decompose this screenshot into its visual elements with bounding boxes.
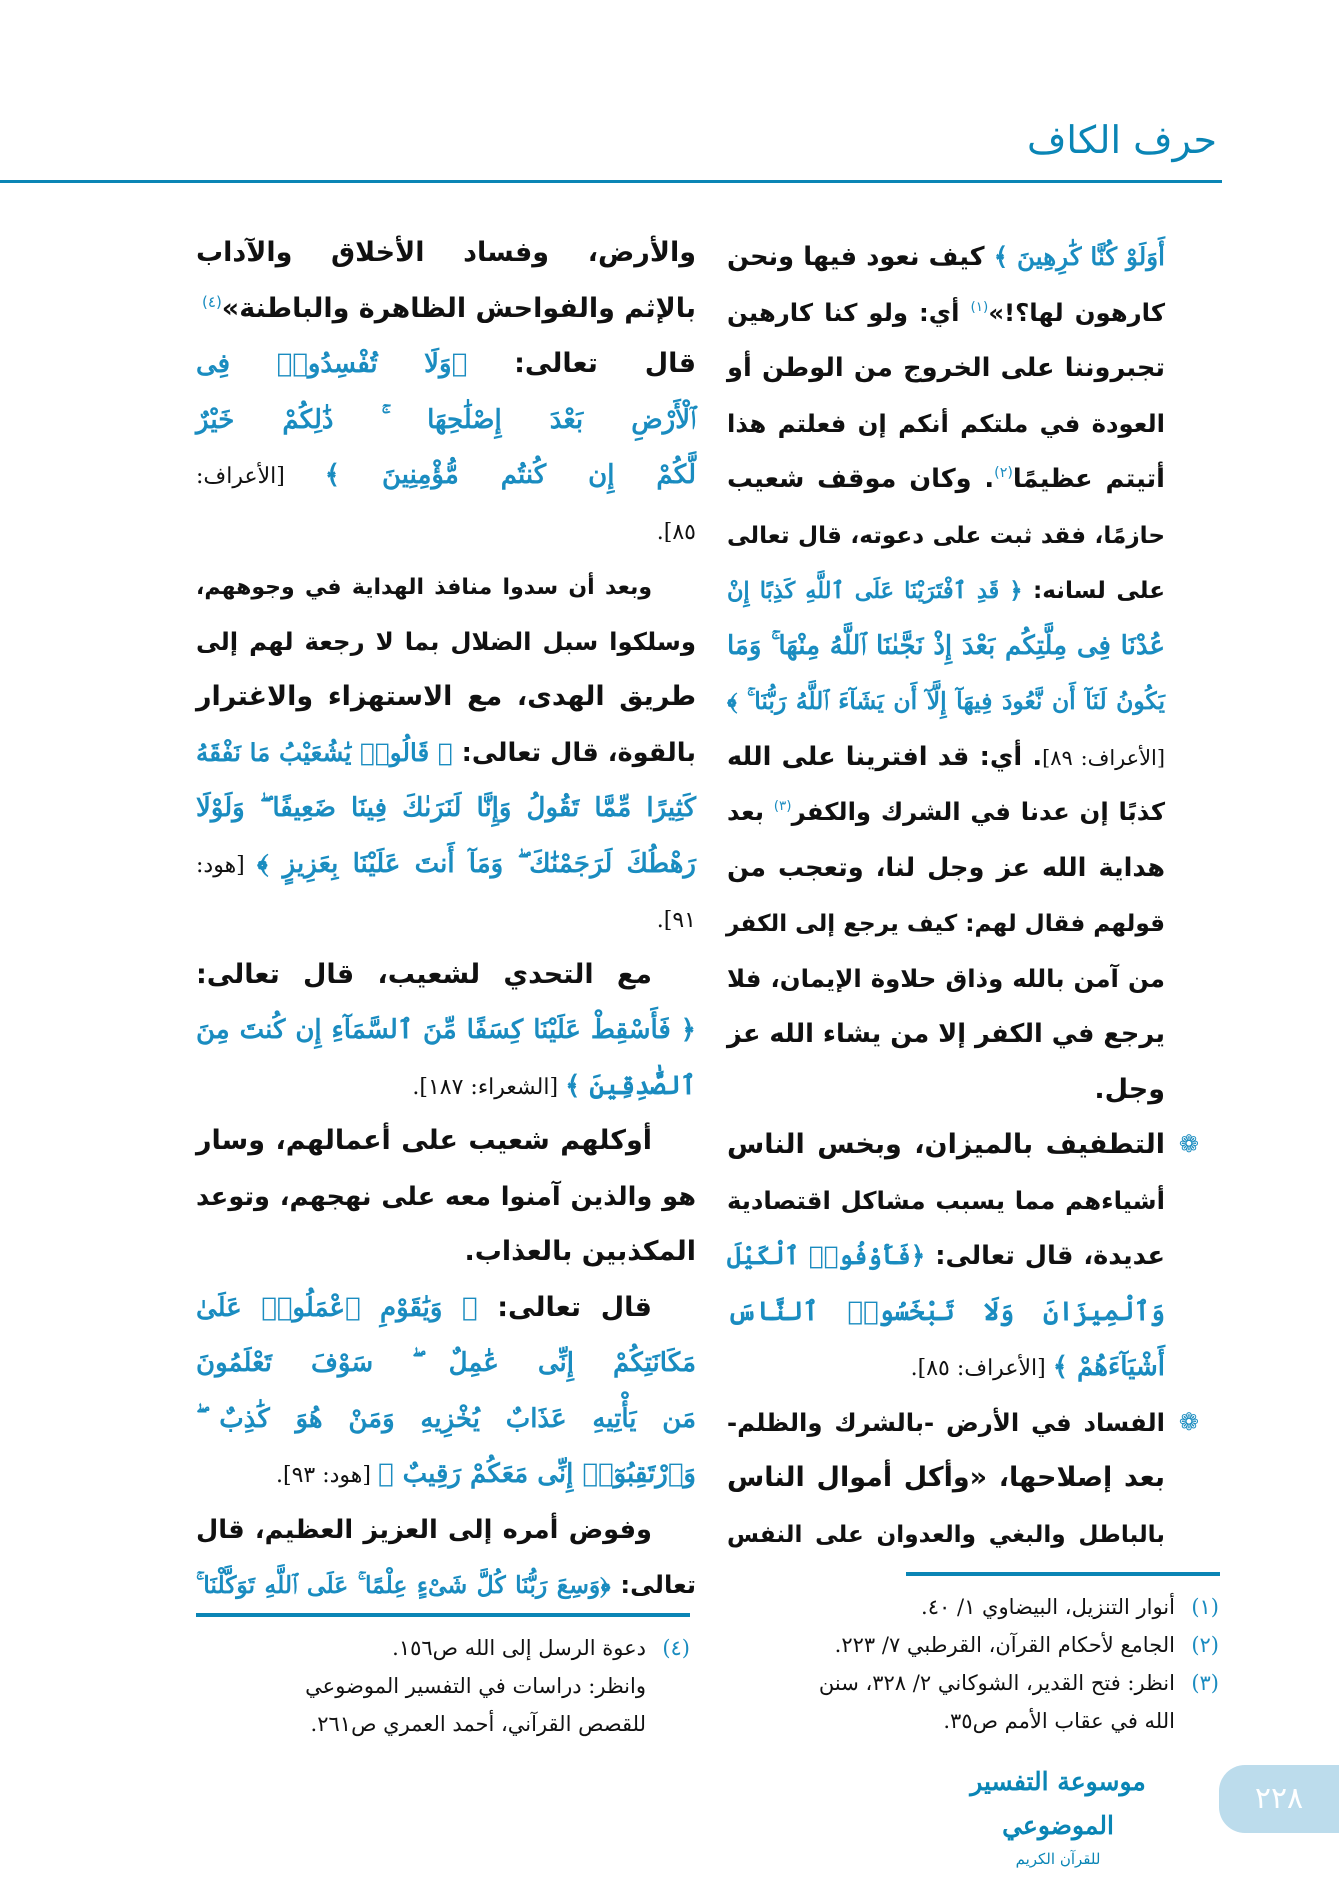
text-line xyxy=(727,1006,1165,1062)
text-line xyxy=(727,840,1165,896)
chapter-title: حرف الكاف xyxy=(1026,118,1217,162)
text-line xyxy=(727,562,1165,618)
body-text: الفساد في الأرض -بالشرك والظلم- xyxy=(727,1407,1165,1437)
text-line xyxy=(196,1280,696,1336)
body-text: أشياءهم مما يسبب مشاكل اقتصادية xyxy=(727,1185,1165,1215)
text-line xyxy=(196,669,696,725)
header-divider xyxy=(0,180,1222,183)
footnote-divider-right xyxy=(906,1572,1220,1576)
footnote-text: انظر: فتح القدير، الشوكاني ٢/ ٣٢٨، سنن xyxy=(818,1671,1175,1695)
quran-text: ﴿ وَيَٰقَوْمِ ٱعْمَلُوا۟ عَلَىٰ xyxy=(196,1292,478,1323)
text-line xyxy=(727,1506,1165,1562)
footnote xyxy=(196,1629,690,1667)
quran-text: ﴿ قَالُوا۟ يَٰشُعَيْبُ مَا نَفْقَهُ xyxy=(195,737,453,767)
text-line xyxy=(196,1391,696,1447)
text-line xyxy=(727,1117,1199,1173)
text-line xyxy=(727,729,1165,785)
body-text: طريق الهدى، مع الاستهزاء والاغترار xyxy=(196,681,696,712)
quran-text: كَثِيرًا مِّمَّا تَقُولُ وَإِنَّا لَنَرَىٰكَ فِينَا ضَعِيفًا ۖ وَلَوْلَا xyxy=(196,793,696,823)
text-line xyxy=(727,396,1165,452)
body-text: تعالى: xyxy=(610,1570,696,1599)
body-text: أتيتم عظيمًا xyxy=(1012,464,1165,494)
body-text: وجل. xyxy=(1094,1073,1165,1105)
verse-reference: [الشعراء: ١٨٧]. xyxy=(412,1074,566,1100)
body-text: وسلكوا سبل الضلال بما لا رجعة لهم إلى xyxy=(196,626,696,656)
footnote-number: (١) xyxy=(1191,1595,1219,1619)
text-line xyxy=(196,558,696,614)
text-line xyxy=(196,1557,696,1613)
text-line xyxy=(196,1446,696,1502)
quran-text: أَشْيَآءَهُمْ ﴾ xyxy=(1052,1352,1165,1382)
text-line xyxy=(196,1002,696,1058)
text-line xyxy=(196,614,696,670)
text-line xyxy=(196,281,696,337)
text-line xyxy=(196,336,696,392)
logo-title: موسوعة التفسير الموضوعي xyxy=(970,1767,1146,1840)
body-text: العودة في ملتكم أنكم إن فعلتم هذا xyxy=(727,408,1165,438)
quran-text: ﴿ قَدِ ٱفْتَرَيْنَا عَلَى ٱللَّهِ كَذِبًا إِنْ xyxy=(727,578,1023,604)
footnotes-left xyxy=(196,1629,690,1743)
text-line xyxy=(727,285,1165,341)
body-text: حازمًا، فقد ثبت على دعوته، قال تعالى xyxy=(727,522,1165,549)
verse-reference: [الأعراف: ٨٩] xyxy=(1042,745,1166,770)
text-line xyxy=(727,1228,1165,1284)
body-text: قال تعالى: xyxy=(477,1291,652,1323)
page-number: ٢٢٨ xyxy=(1219,1765,1339,1833)
text-line xyxy=(196,503,696,559)
body-text: التطفيف بالميزان، وبخس الناس xyxy=(727,1129,1165,1160)
verse-reference: [الأعراف: xyxy=(196,464,325,489)
text-line xyxy=(727,507,1165,563)
body-text: بالإثم والفواحش الظاهرة والباطنة» xyxy=(221,292,696,324)
quran-text: رَهْطُكَ لَرَجَمْنَٰكَ ۖ وَمَآ أَنتَ عَلَيْنَا بِعَزِيزٍ ﴾ xyxy=(256,848,696,879)
footnote-text: للقصص القرآني، أحمد العمري ص٢٦١. xyxy=(310,1712,646,1736)
footnote xyxy=(727,1626,1219,1664)
quran-text: عُدْنَا فِى مِلَّتِكُم بَعْدَ إِذْ نَجَّىٰنَا ٱللَّهُ مِنْهَا ۚ وَمَا xyxy=(727,630,1165,661)
body-text: وفوض أمره إلى العزيز العظيم، قال xyxy=(196,1514,652,1545)
body-text: عديدة، قال تعالى: xyxy=(925,1241,1166,1271)
footnote-marker[interactable]: (٤) xyxy=(202,292,222,311)
text-line xyxy=(727,1450,1165,1506)
quran-text: ٱلصَّٰدِقِينَ ﴾ xyxy=(565,1070,696,1101)
footnote-divider-left xyxy=(196,1613,690,1617)
footnote xyxy=(727,1702,1219,1740)
footnote-text: وانظر: دراسات في التفسير الموضوعي xyxy=(305,1674,646,1698)
quran-text: أَوَلَوْ كُنَّا كَٰرِهِينَ ﴾ xyxy=(993,242,1166,271)
body-text: تجبروننا على الخروج من الوطن أو xyxy=(727,353,1165,383)
body-text: أي: ولو كنا كارهين xyxy=(727,297,971,327)
quran-text: وَٱلْمِيزَانَ وَلَا تَبْخَسُوا۟ ٱلنَّاسَ xyxy=(727,1296,1165,1327)
body-text: . وكان موقف شعيب xyxy=(727,464,995,494)
footnote xyxy=(727,1588,1219,1626)
footnote xyxy=(196,1705,690,1743)
text-line xyxy=(727,1339,1165,1395)
body-text: هداية الله عز وجل لنا، وتعجب من xyxy=(727,852,1165,883)
footnote-marker[interactable]: (١) xyxy=(970,298,989,315)
text-line xyxy=(727,1062,1165,1118)
footnote-marker[interactable]: (٢) xyxy=(994,465,1013,481)
text-line xyxy=(727,229,1165,285)
footnote-number: (٣) xyxy=(1191,1671,1219,1695)
footnote-number: (٢) xyxy=(1191,1633,1219,1657)
text-line xyxy=(727,1395,1199,1451)
body-text: وبعد أن سدوا منافذ الهداية في وجوههم، xyxy=(196,575,652,600)
quran-text: ﴿وَسِعَ رَبُّنَا كُلَّ شَىْءٍ عِلْمًا ۚ عَلَى ٱللَّهِ تَوَكَّلْنَا ۚ xyxy=(196,1571,611,1599)
footnote-marker[interactable]: (٣) xyxy=(773,798,792,814)
flower-bullet-icon: ❁ xyxy=(1178,1407,1199,1436)
quran-text: مَكَانَتِكُمْ إِنِّى عَٰمِلٌ ۖ سَوْفَ تَعْلَمُونَ xyxy=(196,1348,696,1378)
footnote-text: دعوة الرسل إلى الله ص١٥٦. xyxy=(392,1636,646,1660)
footnotes-right xyxy=(727,1588,1219,1740)
body-text: بعد إصلاحها، «وأكل أموال الناس xyxy=(727,1462,1165,1493)
text-line xyxy=(196,947,696,1003)
text-line xyxy=(727,895,1165,951)
quran-text: مَن يَأْتِيهِ عَذَابٌ يُخْزِيهِ وَمَنْ هُوَ كَٰذِبٌ ۖ xyxy=(196,1403,696,1434)
body-text: قولهم فقال لهم: كيف يرجع إلى الكفر xyxy=(726,911,1165,937)
left-column xyxy=(196,225,696,1613)
text-line xyxy=(196,225,696,281)
text-line xyxy=(727,673,1165,729)
text-line xyxy=(196,1502,696,1558)
verse-reference: [هود: xyxy=(196,852,257,878)
body-text: على لسانه: xyxy=(1022,578,1165,604)
quran-text: يَكُونُ لَنَآ أَن نَّعُودَ فِيهَآ إِلَّآ أَن يَشَآءَ ٱللَّهُ رَبُّنَا ۚ ﴾ xyxy=(727,687,1165,715)
body-text: والأرض، وفساد الأخلاق والآداب xyxy=(196,237,696,268)
quran-text: ﴿فَأَوْفُوا۟ ٱلْكَيْلَ xyxy=(727,1241,926,1270)
text-line xyxy=(196,1335,696,1391)
verse-reference: ٨٥]. xyxy=(656,519,696,545)
verse-reference: [هود: ٩٣]. xyxy=(276,1463,378,1488)
body-text: بالقوة، قال تعالى: xyxy=(452,737,696,768)
quran-text: ﴿ فَأَسْقِطْ عَلَيْنَا كِسَفًا مِّنَ ٱلسَّمَآءِ إِن كُنتَ مِنَ xyxy=(196,1015,696,1045)
body-text: كذبًا إن عدنا في الشرك والكفر xyxy=(791,797,1165,826)
text-line xyxy=(727,1284,1165,1340)
body-text: هو والذين آمنوا معه على نهجهم، وتوعد xyxy=(196,1181,696,1212)
flower-bullet-icon: ❁ xyxy=(1178,1130,1199,1158)
footnote-text: أنوار التنزيل، البيضاوي ١/ ٤٠. xyxy=(921,1595,1175,1619)
body-text: قال تعالى: xyxy=(467,348,696,379)
text-line xyxy=(196,1169,696,1225)
body-text: بعد xyxy=(727,797,774,826)
footnote xyxy=(196,1667,690,1705)
logo-subtitle: للقرآن الكريم xyxy=(1015,1850,1101,1868)
quran-text: ﴿وَلَا تُفْسِدُوا۟ فِى xyxy=(196,349,468,379)
body-text: . أي: قد افترينا على الله xyxy=(727,741,1043,772)
body-text: أوكلهم شعيب على أعمالهم، وسار xyxy=(196,1125,652,1156)
quran-text: ٱلْأَرْضِ بَعْدَ إِصْلَٰحِهَا ۚ ذَٰلِكُمْ خَيْرٌ xyxy=(196,404,696,435)
body-text: كارهون لها؟!» xyxy=(988,297,1165,327)
text-line xyxy=(196,392,696,448)
body-text: المكذبين بالعذاب. xyxy=(464,1236,696,1267)
text-line xyxy=(727,618,1165,674)
text-line xyxy=(196,1113,696,1169)
quran-text: وَٱرْتَقِبُوٓا۟ إِنِّى مَعَكُمْ رَقِيبٌ ﴾ xyxy=(377,1459,696,1489)
text-line xyxy=(196,1058,696,1114)
right-column xyxy=(726,229,1199,1561)
body-text: مع التحدي لشعيب، قال تعالى: xyxy=(196,958,652,990)
footnote-text: الجامع لأحكام القرآن، القرطبي ٧/ ٢٢٣. xyxy=(834,1633,1175,1657)
text-line xyxy=(196,447,696,503)
body-text: من آمن بالله وذاق حلاوة الإيمان، فلا xyxy=(727,963,1165,993)
footnote xyxy=(727,1664,1219,1702)
text-line xyxy=(196,1224,696,1280)
text-line xyxy=(727,451,1165,507)
footnote-text: الله في عقاب الأمم ص٣٥. xyxy=(943,1709,1175,1733)
verse-reference: [الأعراف: ٨٥]. xyxy=(910,1356,1053,1381)
text-line xyxy=(196,780,696,836)
text-line xyxy=(727,951,1165,1007)
text-line xyxy=(196,891,696,947)
verse-reference: ٩١]. xyxy=(656,908,696,933)
text-line xyxy=(196,836,696,892)
body-text: كيف نعود فيها ونحن xyxy=(727,242,994,272)
body-text: بالباطل والبغي والعدوان على النفس xyxy=(727,1521,1165,1548)
encyclopedia-logo xyxy=(934,1760,1182,1868)
text-line xyxy=(727,340,1165,396)
text-line xyxy=(727,1173,1165,1229)
quran-text: لَّكُمْ إِن كُنتُم مُّؤْمِنِينَ ﴾ xyxy=(324,460,696,490)
text-line xyxy=(196,725,696,781)
text-line xyxy=(727,784,1165,840)
footnote-number: (٤) xyxy=(662,1636,690,1660)
body-text: يرجع في الكفر إلا من يشاء الله عز xyxy=(727,1019,1165,1049)
